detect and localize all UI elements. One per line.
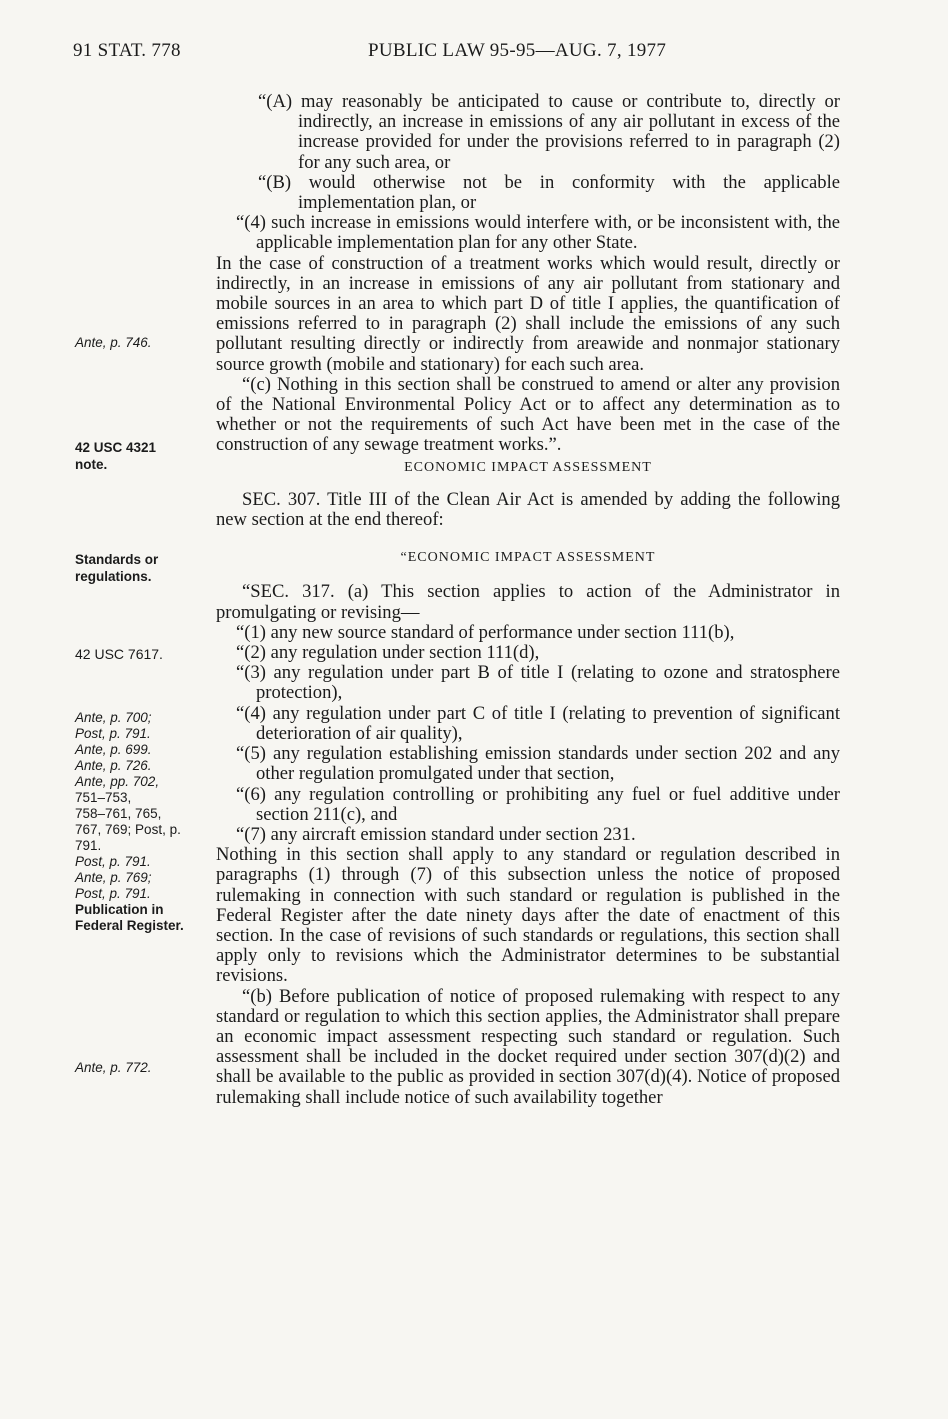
paragraph-nothing: Nothing in this section shall apply to any standard or regulation described in paragraphs (1) through (7) of this subsection unless the notice of proposed rulemaking in connection with such standard or regulation is published in the Federal Register after the date ninety days after the date of enactment of this section. In the case of revisions of such standards or regulations, this section shall apply only to revisions which the Administrator determines to be substantial revisions. [216,844,840,987]
margin-ref-11: Ante, p. 769; [75,870,152,885]
section-317: “SEC. 317. (a) This section applies to action of the Administrator in promulgating or revising— [216,581,840,623]
margin-ref-4: Ante, p. 726. [75,758,152,773]
list-item-5: “(5) any regulation establishing emission standards under section 202 and any other regulation promulgated under that section, [236,743,840,785]
section-heading-2: “ECONOMIC IMPACT ASSESSMENT [400,550,656,566]
paragraph-c: “(c) Nothing in this section shall be construed to amend or alter any provision of the National Environmental Policy Act or to affect any determination as to whether or not the requirements of such Act have been met in the case of the construction of any sewage treatment works.”. [216,373,840,456]
margin-ref-12: Post, p. 791. [75,886,151,901]
margin-ref-10: Post, p. 791. [75,854,151,869]
margin-ref-ante-772: Ante, p. 772. [75,1060,152,1075]
list-item-6: “(6) any regulation controlling or prohibiting any fuel or fuel additive under section 211(c), and [236,783,840,825]
running-head: PUBLIC LAW 95-95—AUG. 7, 1977 [368,40,667,61]
item-b: “(B) would otherwise not be in conformity with the applicable implementation plan, or [258,171,840,214]
list-item-7: “(7) any aircraft emission standard under section 231. [236,823,636,845]
margin-ref-5: Ante, pp. 702, [75,774,160,789]
margin-ref-6: 751–753, [75,790,132,805]
list-item-4: “(4) any regulation under part C of title I (relating to prevention of significant deterioration of air quality), [236,702,840,744]
margin-ref-9: 791. [75,838,102,853]
margin-ref-8: 767, 769; Post, p. [75,822,181,837]
margin-ref-7: 758–761, 765, [75,806,162,821]
body-text [216,92,840,1108]
margin-ref-42usc4321: 42 USC 4321 [75,440,157,455]
paragraph-4: “(4) such increase in emissions would interfere with, or be inconsistent with, the applicable implementation plan for any other State. [236,212,840,254]
paragraph-b: “(b) Before publication of notice of proposed rulemaking with respect to any standard or regulation to which this section applies, the Administrator shall prepare an economic impact assessment respecting such standard or regulation. Such assessment shall be included in the docket required under section 307(d)(2) and shall be available to the public as provided in section 307(d)(4). Notice of proposed rulemaking shall include notice of such availability together [216,985,840,1108]
margin-publication-b: Federal Register. [75,918,184,933]
paragraph-treatment-works: In the case of construction of a treatment works which would result, directly or indirectly, in an increase in emissions of any air pollutant from stationary and mobile sources in an area to which part D of title I applies, the quantification of emissions referred to in paragraph (2) shall include the emissions of any such pollutant resulting directly or indirectly from areawide and nonmajor stationary source growth (mobile and stationary) for each such area. [216,252,840,375]
page-citation: 91 STAT. 778 [73,40,181,61]
item-a: “(A) may reasonably be anticipated to cause or contribute to, directly or indirectly, an increase in emissions of any air pollutant in excess of the increase provided for under the provisions referred to in paragraph (2) for any such area, or [258,91,840,173]
list-item-1: “(1) any new source standard of performance under section 111(b), [236,621,735,643]
margin-standards-regulations-b: regulations. [75,569,152,584]
margin-ref-3: Ante, p. 699. [75,742,152,757]
list-item-2: “(2) any regulation under section 111(d), [236,642,540,664]
margin-publication: Publication in [75,902,164,917]
section-307: SEC. 307. Title III of the Clean Air Act is amended by adding the following new section at the end thereof: [216,488,840,531]
margin-standards-regulations: Standards or [75,552,159,567]
margin-ref-42usc4321-note: note. [75,457,108,472]
margin-ref-1: Ante, p. 700; [75,710,152,725]
section-heading-1: ECONOMIC IMPACT ASSESSMENT [404,459,652,475]
margin-ref-2: Post, p. 791. [75,726,151,741]
margin-ref-ante-746: Ante, p. 746. [75,335,152,350]
margin-ref-42usc7617: 42 USC 7617. [75,646,163,662]
list-item-3: “(3) any regulation under part B of title I (relating to ozone and stratosphere protection), [236,662,840,704]
